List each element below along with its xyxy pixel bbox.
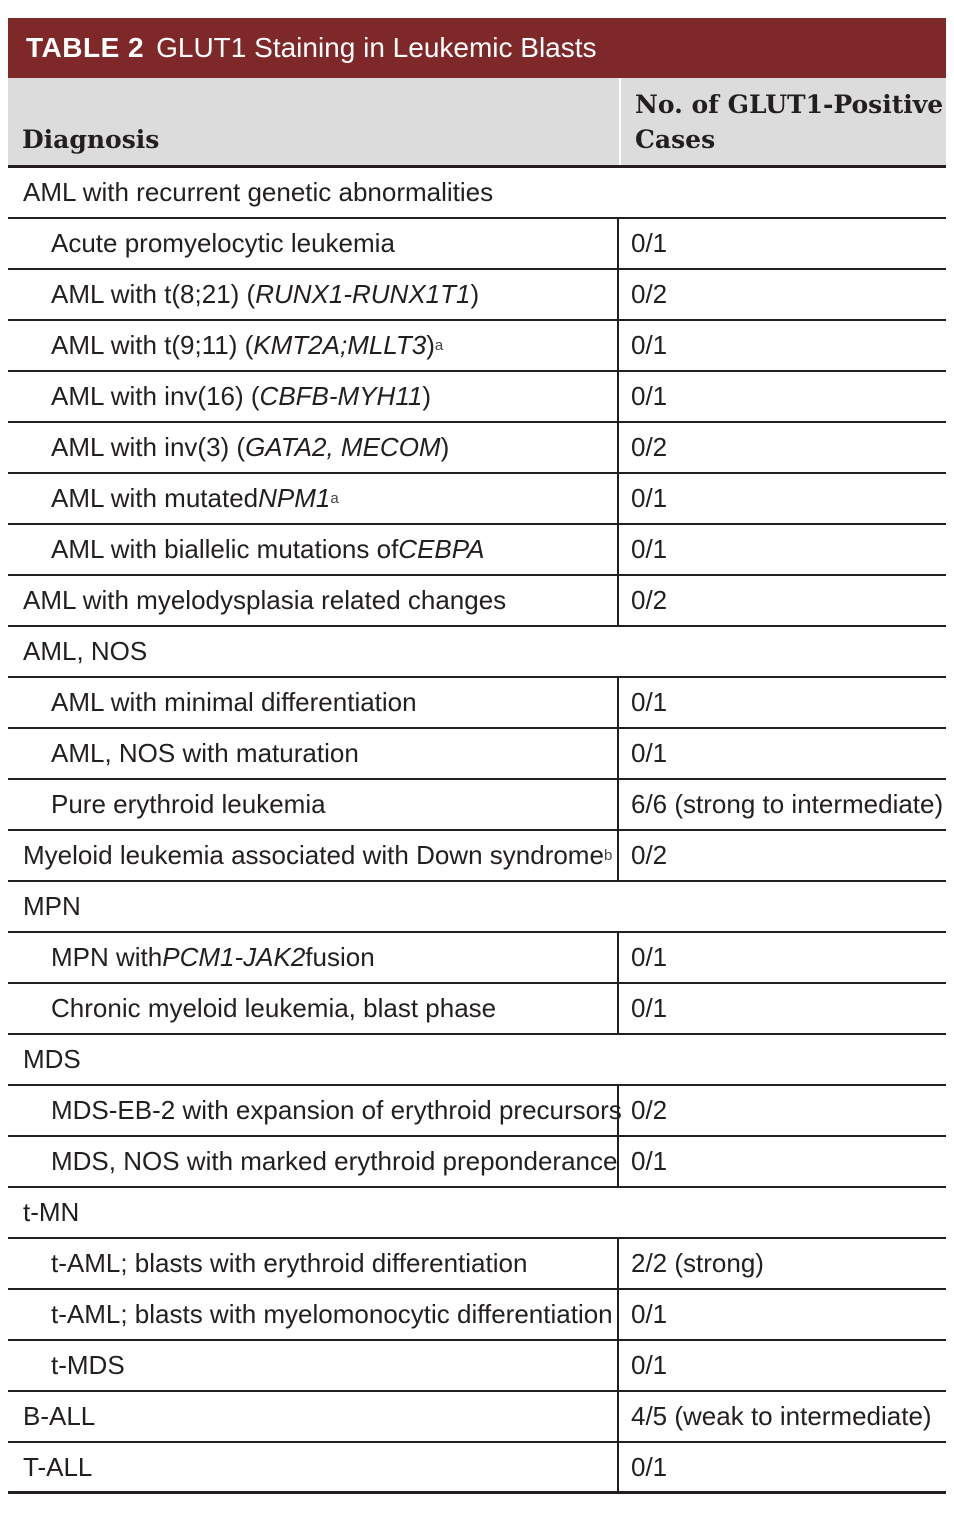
- table-row: [8, 882, 946, 933]
- cases-cell: 0/1: [631, 738, 668, 768]
- table-row: [8, 831, 946, 882]
- gene-name: CBFB-MYH11: [259, 381, 423, 411]
- table-row: [8, 933, 946, 984]
- diagnosis-cell: t-MDS: [8, 1341, 619, 1390]
- cases-cell: 0/1: [631, 942, 668, 972]
- gene-name: PCM1-JAK2: [162, 942, 306, 972]
- cases-cell: 0/1: [631, 228, 668, 258]
- table-row: [8, 372, 946, 423]
- table-row: [8, 1188, 946, 1239]
- diagnosis-cell: Acute promyelocytic leukemia: [8, 219, 619, 268]
- cases-cell: 0/1: [631, 483, 668, 513]
- table-title-bar: [8, 18, 946, 78]
- header-diagnosis: Diagnosis: [22, 125, 160, 154]
- gene-name: KMT2A;MLLT3: [253, 330, 427, 360]
- diagnosis-cell: AML with inv(16) ( CBFB-MYH11 ): [8, 372, 619, 421]
- table-row: [8, 219, 946, 270]
- gene-name: RUNX1-RUNX1T1: [255, 279, 471, 309]
- cases-cell: 0/2: [631, 1095, 668, 1125]
- diagnosis-cell: AML with inv(3) ( GATA2, MECOM ): [8, 423, 619, 472]
- table-row: [8, 168, 946, 219]
- table-title: GLUT1 Staining in Leukemic Blasts: [156, 32, 597, 63]
- cases-cell: 0/2: [631, 279, 668, 309]
- table-row: [8, 1137, 946, 1188]
- table-header: [8, 78, 946, 168]
- table-number: TABLE 2: [26, 32, 145, 63]
- diagnosis-cell: B-ALL: [8, 1392, 619, 1441]
- table-row: [8, 525, 946, 576]
- header-cases: [635, 87, 943, 157]
- table-row: [8, 729, 946, 780]
- table-row: [8, 1392, 946, 1443]
- cases-cell: 0/1: [631, 993, 668, 1023]
- cases-cell: 0/1: [631, 534, 668, 564]
- cases-cell: 6/6 (strong to intermediate): [631, 789, 944, 819]
- diagnosis-cell: AML with t(8;21) ( RUNX1-RUNX1T1 ): [8, 270, 619, 319]
- glut1-table: [8, 18, 946, 1494]
- diagnosis-cell: AML, NOS: [23, 636, 148, 666]
- table-row: [8, 1290, 946, 1341]
- cases-cell: 0/1: [631, 381, 668, 411]
- cases-cell: 0/1: [631, 1350, 668, 1380]
- diagnosis-cell: t-MN: [23, 1197, 80, 1227]
- cases-cell: 4/5 (weak to intermediate): [631, 1401, 932, 1431]
- diagnosis-cell: MPN with PCM1-JAK2 fusion: [8, 933, 619, 982]
- diagnosis-cell: t-AML; blasts with myelomonocytic differentiation: [8, 1290, 619, 1339]
- diagnosis-cell: MDS: [23, 1044, 81, 1074]
- diagnosis-cell: AML with mutated NPM1 a: [8, 474, 619, 523]
- header-cases-line1: No. of GLUT1-Positive: [635, 90, 944, 119]
- table-row: [8, 321, 946, 372]
- diagnosis-cell: Chronic myeloid leukemia, blast phase: [8, 984, 619, 1033]
- table-row: [8, 1239, 946, 1290]
- gene-name: CEBPA: [398, 534, 485, 564]
- table-row: [8, 1341, 946, 1392]
- table-row: [8, 474, 946, 525]
- cases-cell: 0/1: [631, 1299, 668, 1329]
- diagnosis-cell: T-ALL: [8, 1443, 619, 1491]
- table-row: [8, 1086, 946, 1137]
- header-diagnosis-cell: [8, 78, 621, 165]
- diagnosis-cell: Pure erythroid leukemia: [8, 780, 619, 829]
- table-row: [8, 1035, 946, 1086]
- diagnosis-cell: Myeloid leukemia associated with Down syndrome b: [8, 831, 619, 880]
- table-row: [8, 780, 946, 831]
- cases-cell: 0/2: [631, 585, 668, 615]
- diagnosis-cell: AML with t(9;11) ( KMT2A;MLLT3 ) a: [8, 321, 619, 370]
- cases-cell: 0/2: [631, 432, 668, 462]
- table-row: [8, 678, 946, 729]
- header-cases-cell: [621, 78, 946, 165]
- gene-name: NPM1: [258, 483, 331, 513]
- table-row: [8, 270, 946, 321]
- table-row: [8, 576, 946, 627]
- diagnosis-cell: AML with minimal differentiation: [8, 678, 619, 727]
- cases-cell: 0/1: [631, 1146, 668, 1176]
- table-row: [8, 627, 946, 678]
- diagnosis-cell: MPN: [23, 891, 81, 921]
- header-cases-line2: Cases: [635, 125, 716, 154]
- table-row: [8, 984, 946, 1035]
- diagnosis-cell: MDS-EB-2 with expansion of erythroid precursors: [8, 1086, 619, 1135]
- diagnosis-cell: AML with recurrent genetic abnormalities: [23, 177, 494, 207]
- cases-cell: 2/2 (strong): [631, 1248, 764, 1278]
- table-row: [8, 1443, 946, 1494]
- cases-cell: 0/1: [631, 1451, 668, 1482]
- diagnosis-cell: AML, NOS with maturation: [8, 729, 619, 778]
- table-row: [8, 423, 946, 474]
- diagnosis-cell: t-AML; blasts with erythroid differentiation: [8, 1239, 619, 1288]
- cases-cell: 0/2: [631, 840, 668, 870]
- cases-cell: 0/1: [631, 330, 668, 360]
- diagnosis-cell: AML with biallelic mutations of CEBPA: [8, 525, 619, 574]
- diagnosis-cell: MDS, NOS with marked erythroid preponderance: [8, 1137, 619, 1186]
- diagnosis-cell: AML with myelodysplasia related changes: [8, 576, 619, 625]
- cases-cell: 0/1: [631, 687, 668, 717]
- gene-name: GATA2, MECOM: [245, 432, 441, 462]
